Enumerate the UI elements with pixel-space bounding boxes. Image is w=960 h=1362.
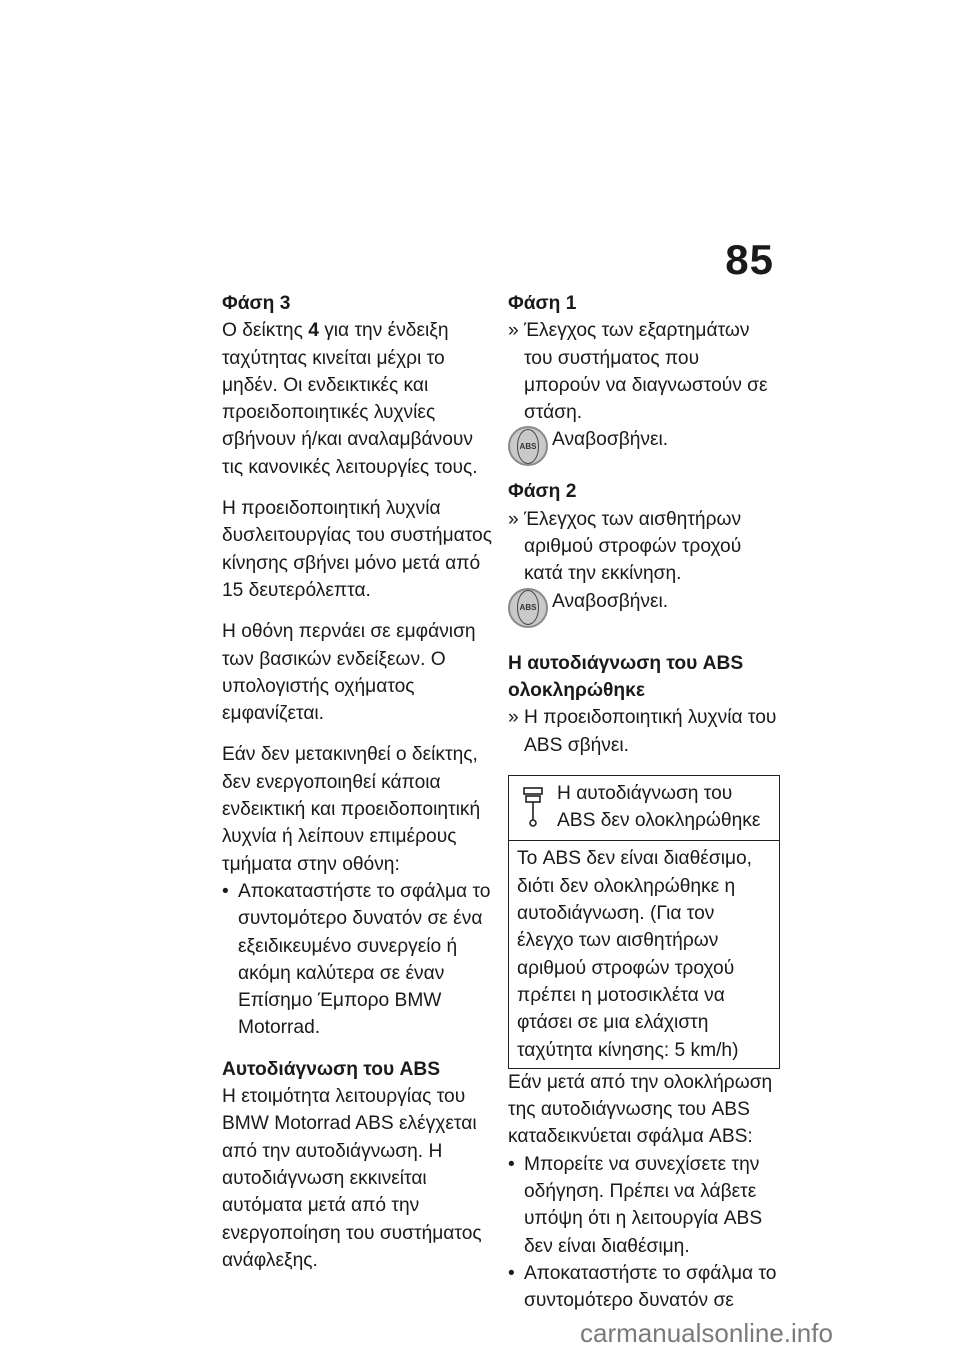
bullet-continue-riding: • Μπορείτε να συνεχίσετε την οδήγηση. Πρέπει να λάβετε υπόψη ότι η λειτουργία ABS δεν είναι διαθέσιμη.	[508, 1151, 778, 1260]
blink-text-1: Αναβοσβήνει.	[552, 429, 669, 451]
heading-phase-1: Φάση 1	[508, 293, 577, 314]
abs-warning-icon: ABS	[508, 588, 548, 628]
heading-abs-self-diagnosis: Αυτοδιάγνωση του ABS	[222, 1058, 441, 1080]
paragraph-speed-indicator: Ο δείκτης 4 για την ένδειξη ταχύτητας κινείται μέχρι το μηδέν. Οι ενδεικτικές και προειδοποιητικές λυχνίες σβήνουν ή/και αναλαμβάνουν τις κανονικές λειτουργίες τους.	[222, 320, 478, 478]
heading-diagnosis-complete: Η αυτοδιάγνωση του ABS ολοκληρώθηκε	[508, 652, 744, 701]
note-body: Το ABS δεν είναι διαθέσιμο, διότι δεν ολοκληρώθηκε η αυτοδιάγνωση. (Για τον έλεγχο των αισθητήρων αριθμού στροφών τροχού πρέπει η μοτοσικλέτα να φτάσει σε μια ελάχιστη ταχύτητα κίνησης: 5 km/h)	[517, 848, 753, 1061]
result-diagnosis-complete: » Η προειδοποιητική λυχνία του ABS σβήνει.	[508, 704, 778, 759]
bullet-fix-fault: • Αποκαταστήστε το σφάλμα το συντομότερο δυνατόν σε ένα εξειδικευμένο συνεργείο ή ακόμη καλύτερα σε έναν Επίσημο Έμπορο BMW Motorrad.	[222, 878, 492, 1042]
heading-phase-2: Φάση 2	[508, 481, 577, 503]
note-box	[508, 775, 780, 1069]
blink-text-2: Αναβοσβήνει.	[552, 590, 669, 612]
note-header	[509, 776, 779, 842]
info-note-icon	[521, 786, 545, 828]
paragraph-abs-self-diagnosis: Η ετοιμότητα λειτουργίας του BMW Motorrad ABS ελέγχεται από την αυτοδιάγνωση. Η αυτοδιάγνωση εκκινείται αυτόματα μετά από την ενεργοποίηση του συστήματος ανάφλεξης.	[222, 1086, 482, 1271]
paragraph-fault-condition: Εάν δεν μετακινηθεί ο δείκτης, δεν ενεργοποιηθεί κάποια ενδεικτική και προειδοποιητική λυχνία ή λείπουν επιμέρους τμήματα στην οθόνη:	[222, 744, 481, 875]
right-column	[508, 290, 778, 1315]
result-phase-2: » Έλεγχος των αισθητήρων αριθμού στροφών τροχού κατά την εκκίνηση.	[508, 506, 778, 588]
result-phase-1: » Έλεγχος των εξαρτημάτων του συστήματος που μπορούν να διαγνωστούν σε στάση.	[508, 317, 778, 426]
paragraph-display: Η οθόνη περνάει σε εμφάνιση των βασικών ενδείξεων. Ο υπολογιστής οχήματος εμφανίζεται.	[222, 621, 476, 725]
left-column	[222, 290, 492, 1288]
page-number: 85	[725, 236, 774, 283]
bullet-fix-abs-fault: • Αποκαταστήστε το σφάλμα το συντομότερο δυνατόν σε	[508, 1260, 778, 1315]
abs-warning-icon: ABS	[508, 426, 548, 466]
paragraph-drive-warning: Η προειδοποιητική λυχνία δυσλειτουργίας του συστήματος κίνησης σβήνει μόνο μετά από 15 δευτερόλεπτα.	[222, 498, 492, 601]
heading-phase-3: Φάση 3	[222, 293, 291, 314]
watermark: carmanualsonline.info	[580, 1318, 833, 1348]
paragraph-abs-fault: Εάν μετά από την ολοκλήρωση της αυτοδιάγνωσης του ABS καταδεικνύεται σφάλμα ABS:	[508, 1071, 773, 1148]
abs-indicator-row-2	[508, 588, 778, 628]
abs-indicator-row-1	[508, 426, 778, 466]
note-title: Η αυτοδιάγνωση του ABS δεν ολοκληρώθηκε	[557, 782, 761, 832]
